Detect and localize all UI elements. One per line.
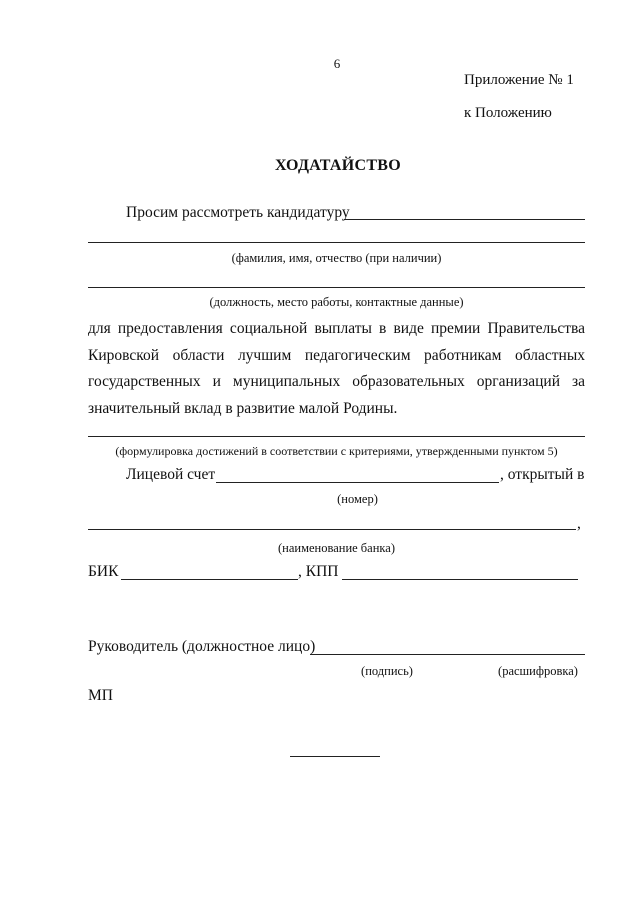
candidate-blank-line[interactable] (344, 219, 585, 220)
account-opened-in-label: , открытый в (500, 466, 585, 483)
head-label: Руководитель (должностное лицо) (88, 638, 316, 655)
full-name-blank-line[interactable] (88, 242, 585, 243)
position-caption: (должность, место работы, контактные данные) (209, 295, 464, 309)
bik-blank-line[interactable] (121, 579, 298, 580)
bank-name-blank-line[interactable] (88, 529, 576, 530)
paragraph-line: для предоставления социальной выплаты в виде премии Правительства (88, 320, 585, 337)
appendix-label: Приложение № 1 (464, 72, 574, 88)
bik-label: БИК (88, 563, 119, 580)
account-number-blank-line[interactable] (216, 482, 499, 483)
stamp-label: МП (88, 687, 113, 704)
closing-separator (290, 756, 380, 757)
position-blank-line[interactable] (88, 287, 585, 288)
paragraph-line: государственных и муниципальных образовательных организаций за (88, 373, 585, 390)
document-title: ХОДАТАЙСТВО (274, 157, 402, 174)
kpp-label: , КПП (298, 563, 339, 580)
bank-line-comma: , (577, 515, 581, 532)
full-name-caption: (фамилия, имя, отчество (при наличии) (231, 251, 442, 265)
signature-blank-line[interactable] (310, 654, 585, 655)
page-number: 6 (333, 56, 341, 71)
bank-name-caption: (наименование банка) (277, 541, 396, 555)
achievements-blank-line[interactable] (88, 436, 585, 437)
account-number-caption: (номер) (337, 492, 378, 506)
achievements-caption: (формулировка достижений в соответствии с критериями, утвержденными пунктом 5) (115, 444, 558, 458)
signature-caption: (подпись) (361, 664, 413, 678)
kpp-blank-line[interactable] (342, 579, 578, 580)
decode-caption: (расшифровка) (498, 664, 578, 678)
account-label: Лицевой счет (126, 466, 216, 483)
request-label: Просим рассмотреть кандидатуру (126, 204, 350, 221)
appendix-reference: к Положению (464, 105, 552, 121)
purpose-paragraph (88, 316, 585, 422)
paragraph-line: Кировской области лучшим педагогическим работникам областных (88, 346, 585, 364)
paragraph-line: значительный вклад в развитие малой Родины. (88, 399, 398, 417)
